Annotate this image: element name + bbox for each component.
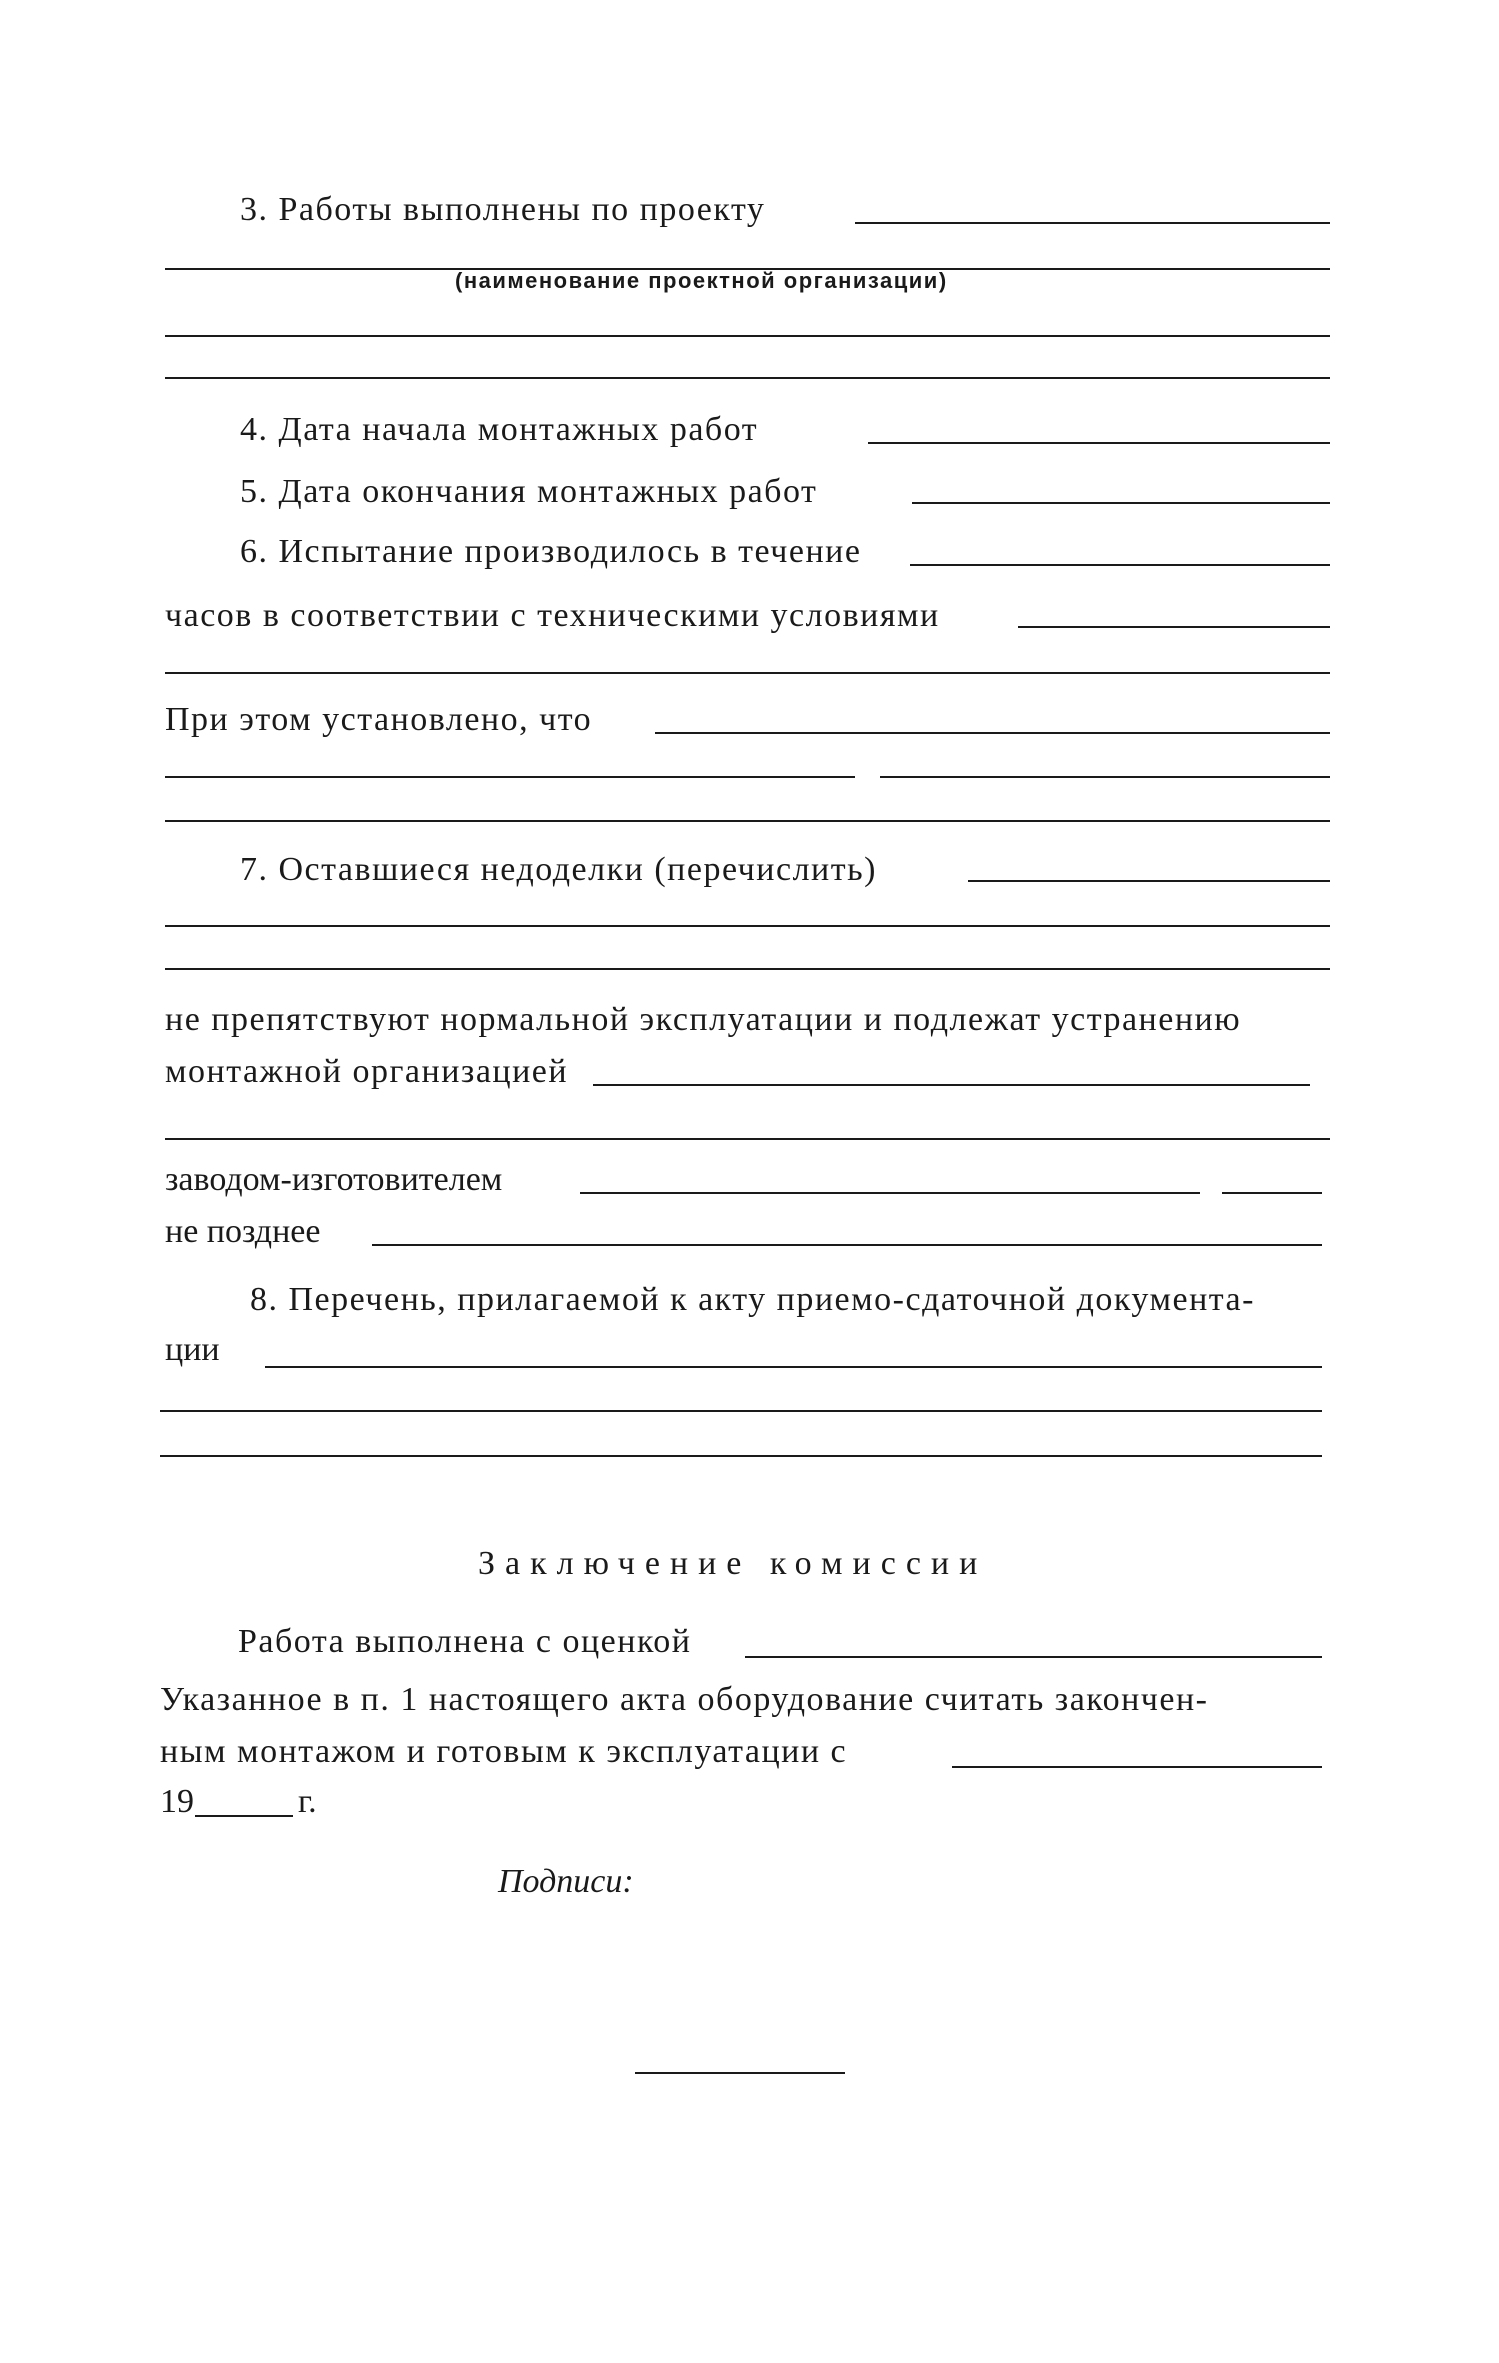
conclusion-text-line2: ным монтажом и готовым к эксплуатации с (160, 1733, 848, 1770)
commission-date-field[interactable] (952, 1766, 1322, 1768)
found-field[interactable] (655, 732, 1330, 734)
conclusion-text-line1: Указанное в п. 1 настоящего акта оборудование считать закончен- (160, 1681, 1209, 1718)
signatures-label: Подписи: (498, 1863, 634, 1900)
item5-end-date-field[interactable] (912, 502, 1330, 504)
blank-line[interactable] (160, 1410, 1322, 1412)
item3-project-field[interactable] (855, 222, 1330, 224)
blank-line[interactable] (880, 776, 1330, 778)
blank-line[interactable] (160, 1455, 1322, 1457)
blank-line[interactable] (165, 820, 1330, 822)
blank-line[interactable] (165, 776, 855, 778)
year-suffix: г. (298, 1783, 317, 1820)
item4-label: 4. Дата начала монтажных работ (240, 411, 759, 448)
blank-line[interactable] (165, 925, 1330, 927)
conclusion-heading: Заключение комиссии (478, 1545, 988, 1582)
blank-line[interactable] (165, 377, 1330, 379)
defects-text: не препятствуют нормальной эксплуатации и подлежат устранению (165, 1001, 1242, 1038)
installer-field[interactable] (593, 1084, 1310, 1086)
manufacturer-field-extra[interactable] (1222, 1192, 1322, 1194)
manufacturer-field[interactable] (580, 1192, 1200, 1194)
item8-docs-field[interactable] (265, 1366, 1322, 1368)
item7-label: 7. Оставшиеся недоделки (перечислить) (240, 851, 877, 888)
project-org-caption: (наименование проектной организации) (455, 268, 948, 293)
blank-line[interactable] (165, 335, 1330, 337)
item3-label: 3. Работы выполнены по проекту (240, 191, 766, 228)
year-field[interactable] (195, 1815, 293, 1817)
blank-line[interactable] (165, 1138, 1330, 1140)
deadline-field[interactable] (372, 1244, 1322, 1246)
manufacturer-label: заводом-изготовителем (165, 1161, 503, 1198)
end-divider (635, 2072, 845, 2074)
deadline-label: не позднее (165, 1213, 321, 1250)
item4-start-date-field[interactable] (868, 442, 1330, 444)
grade-field[interactable] (745, 1656, 1322, 1658)
item8-label-cont: ции (165, 1331, 220, 1368)
item6-label: 6. Испытание производилось в течение (240, 533, 862, 570)
blank-line[interactable] (165, 968, 1330, 970)
item5-label: 5. Дата окончания монтажных работ (240, 473, 818, 510)
item7-defects-field[interactable] (968, 880, 1330, 882)
grade-label: Работа выполнена с оценкой (238, 1623, 692, 1660)
item6-conditions-field[interactable] (1018, 626, 1330, 628)
installer-label: монтажной организацией (165, 1053, 569, 1090)
found-label: При этом установлено, что (165, 701, 593, 738)
year-prefix: 19 (160, 1783, 194, 1820)
item6-conditions-label: часов в соответствии с техническими условиями (165, 597, 940, 634)
item8-label: 8. Перечень, прилагаемой к акту приемо-сдаточной документа- (250, 1281, 1255, 1318)
blank-line[interactable] (165, 672, 1330, 674)
item6-duration-field[interactable] (910, 564, 1330, 566)
